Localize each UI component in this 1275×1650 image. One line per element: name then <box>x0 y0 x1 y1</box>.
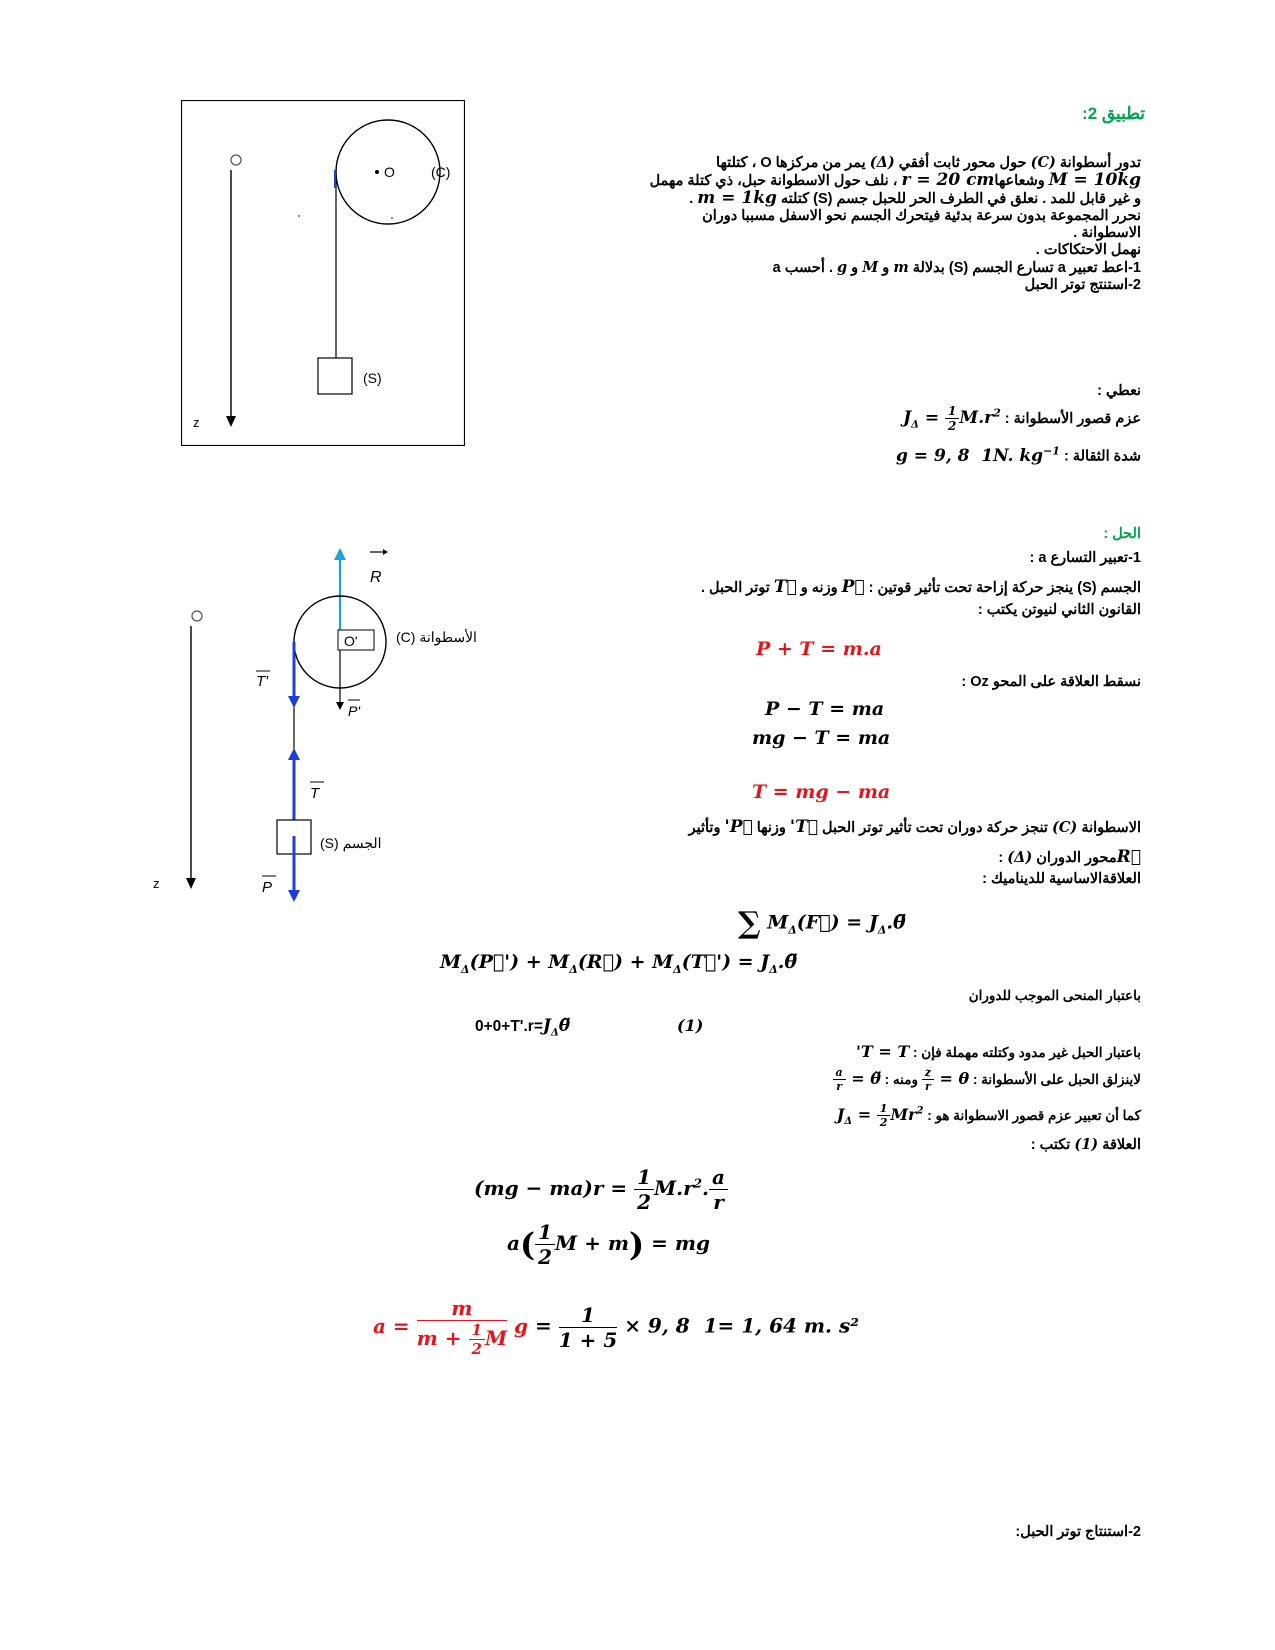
statement-line-2: M = 10kg وشعاعهاr = 20 cm ، نلف حول الاسطوانة حبل، ذي كتلة مهمل <box>649 170 1141 190</box>
statement-line-5: الاسطوانة . <box>1073 225 1141 241</box>
exercise-statement <box>521 154 1141 294</box>
fig2-O-label: O' <box>344 633 358 649</box>
solution-line-4: الاسطوانة (C) تنجز حركة دوران تحت تأثير توتر الحبل T⃗' وزنها P⃗' وتأثير <box>688 817 1141 837</box>
equation-projection-2: mg − T = ma <box>752 727 891 749</box>
given-gravity: شدة الثقالة : g = 9, 8 1N. $kg^{-1}$ <box>895 444 1141 466</box>
equation-sum-moments: ∑ $M_\Delta(F⃗)$ = $J_\Delta.\thetä$ <box>738 906 906 941</box>
solution-line-11: العلاقة (1) تكتب : <box>1030 1136 1141 1153</box>
equation-1-number: (1) <box>677 1016 704 1035</box>
solution-line-8: باعتبار الحبل غير مدود وكتلته مهملة فإن : T = T' <box>855 1042 1141 1061</box>
equation-rearranged: a( $\frac{1}{2}$ M + m) = mg <box>507 1220 710 1269</box>
statement-line-1: تدور أسطوانة (C) حول محور ثابت أفقي (Δ) يمر من مركزها O ، كتلتها <box>716 154 1141 171</box>
fig2-T-label: T <box>310 785 320 802</box>
fig2-z-label: z <box>153 876 160 891</box>
figure-2-forces <box>140 540 520 910</box>
equation-substituted: (mg − ma)r = $\frac{1}{2}$ $M.r^2$. $\frac{a}{r}$ <box>474 1165 728 1214</box>
equation-projection-1: P − T = ma <box>765 698 885 720</box>
exercise-title: تطبيق 2: <box>1082 104 1145 123</box>
solution-line-9: لاينزلق الحبل على الأسطوانة : θ = $\frac{z}{r}$ ومنه : θ̈ = $\frac{a}{r}$ <box>833 1066 1141 1093</box>
given-title: نعطي : <box>1097 383 1141 399</box>
solution-line-7: باعتبار المنحى الموجب للدوران <box>968 988 1141 1003</box>
fig1-z-label: z <box>193 415 200 430</box>
equation-moments: $M_\Delta(P⃗')$ + $M_\Delta(R⃗)$ + $M_\Delta(T⃗')$ = $J_\Delta.\thetä$ <box>440 951 798 976</box>
fig2-C-label: (C) الأسطوانة <box>396 629 477 645</box>
solution-step1-title: 1-تعبير التسارع a : <box>1029 550 1141 566</box>
fig2-Tp-label: T' <box>256 673 269 690</box>
equation-newton: P + T = m.a <box>756 638 882 660</box>
solution-line-2: القانون الثاني لنيوتن يكتب : <box>977 602 1141 618</box>
solution-line-1: الجسم (S) ينجز حركة إزاحة تحت تأثير قوتين : P⃗ وزنه و T⃗ توتر الحبل . <box>701 577 1141 597</box>
fig2-S-label: (S) الجسم <box>320 835 382 851</box>
equation-final-result: a = m m + $\frac{1}{2}$ M g = $\frac{1}{1 + 5}$ × 9, 8 1= 1, 64 m. s² <box>373 1296 860 1358</box>
solution-title: الحل : <box>1103 526 1141 542</box>
fig1-S-label: (S) <box>363 370 382 386</box>
given-inertia: عزم قصور الأسطوانة : $J_\Delta$ = $\frac{1}{2}$ $M.r^2$ <box>903 404 1141 433</box>
solution-line-10: كما أن تعبير عزم قصور الاسطوانة هو : $J_\Delta$ = $\frac{1}{2}$ Mr$^2$ <box>836 1102 1141 1129</box>
statement-line-4: نحرر المجموعة بدون سرعة بدئية فيتحرك الجسم نحو الاسفل مسببا دوران <box>702 208 1141 224</box>
equation-1: $0+0+T'.r=J_\Delta\thetä$ <box>475 1016 571 1039</box>
figure-1-setup <box>181 100 465 446</box>
statement-line-3: و غير قابل للمد . نعلق في الطرف الحر للحبل جسم (S) كتلته m = 1kg . <box>689 188 1141 208</box>
fig2-Pp-label: P' <box>348 703 361 719</box>
fig2-R-label: R <box>370 569 382 586</box>
fig1-O-label: O <box>384 164 395 180</box>
question-1: 1-اعط تعبير a تسارع الجسم (S) بدلالة m و M و g . أحسب a <box>772 259 1141 276</box>
statement-line-6: نهمل الاحتكاكات . <box>1035 242 1141 258</box>
solution-step2-title: 2-استنتاج توتر الحبل: <box>1015 1524 1141 1540</box>
fig2-P-label: P <box>262 879 273 896</box>
fig1-C-label: (C) <box>431 164 451 180</box>
solution-line-5: R⃗محور الدوران (Δ) : <box>998 847 1141 867</box>
equation-tension: T = mg − ma <box>752 781 891 803</box>
solution-line-3: نسقط العلاقة على المحو Oz : <box>961 674 1141 690</box>
fig1-block <box>318 358 352 394</box>
question-2: 2-استنتج توتر الحبل <box>1024 277 1141 293</box>
solution-line-6: العلاقةالاساسية للديناميك : <box>982 871 1141 887</box>
